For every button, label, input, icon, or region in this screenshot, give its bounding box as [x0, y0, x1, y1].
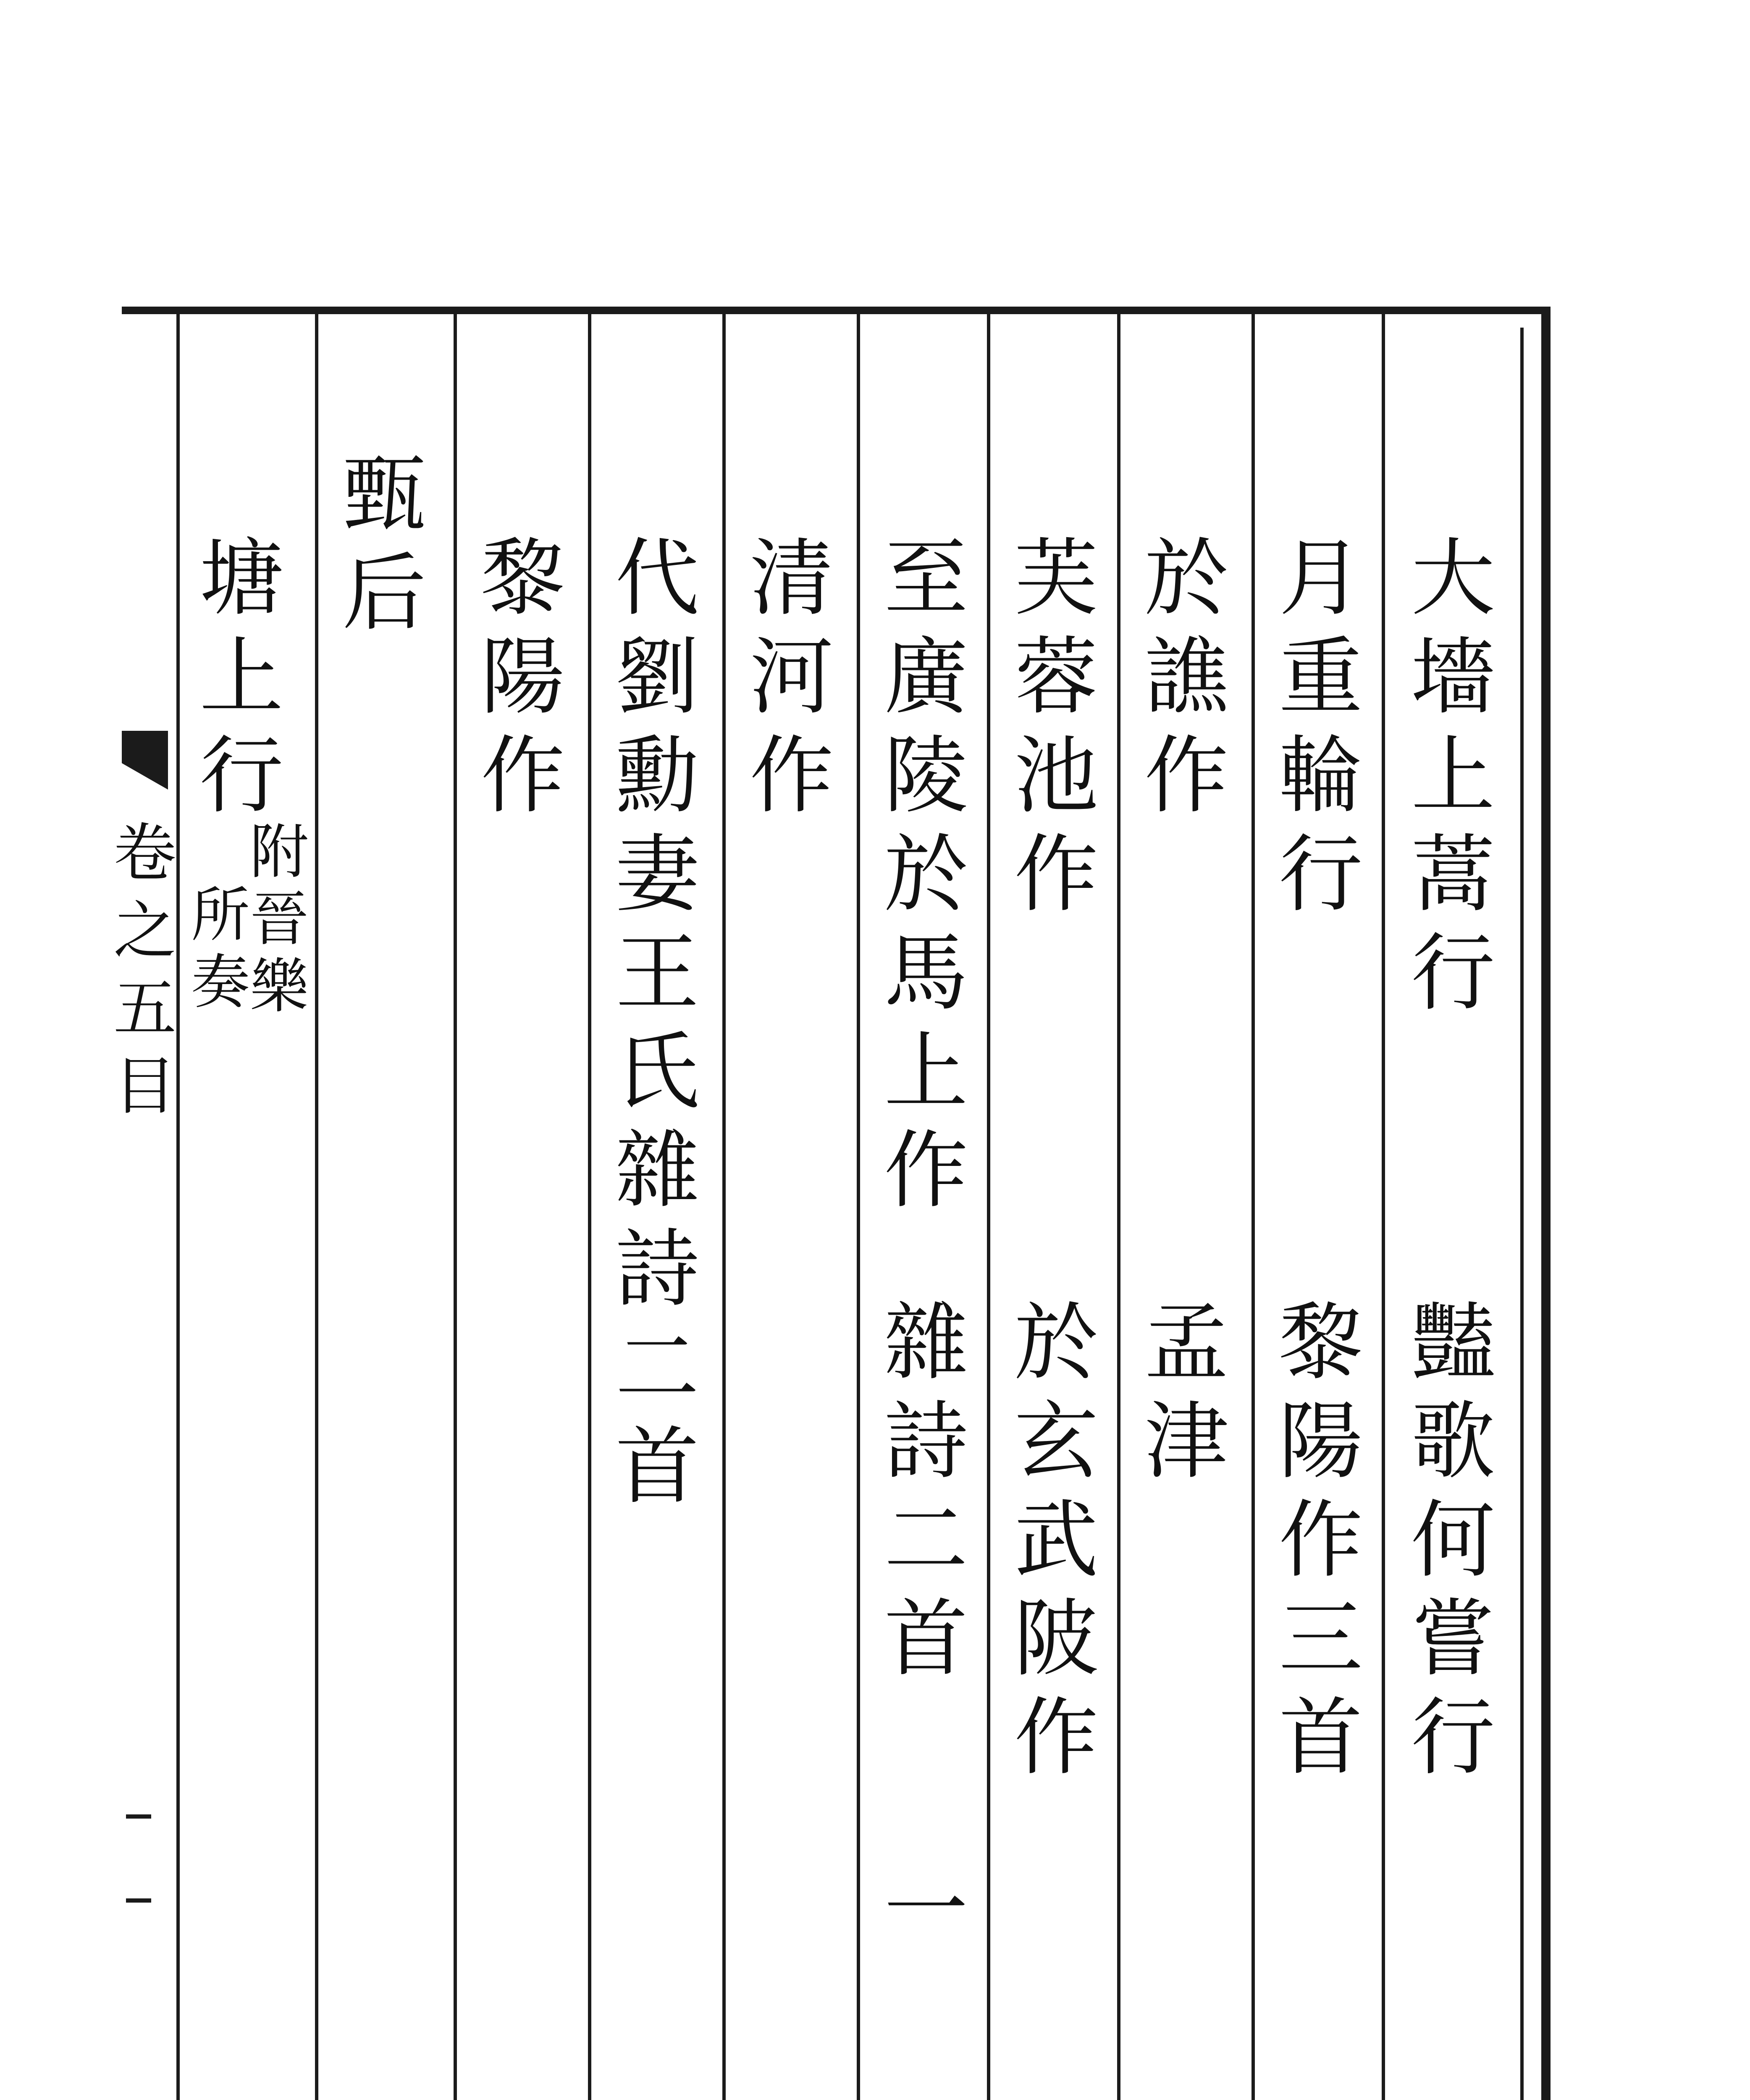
glyph: 作: [749, 727, 834, 825]
glyph: 作: [1014, 826, 1098, 924]
glyph: 所: [191, 881, 250, 950]
glyph: 首: [1278, 1689, 1363, 1787]
column-rule: [1117, 314, 1120, 2100]
column-4-second: [1008, 1294, 1105, 1787]
glyph: 武: [1014, 1491, 1098, 1589]
glyph: 作: [884, 1122, 968, 1220]
glyph: 王: [615, 924, 699, 1022]
glyph: 黎: [480, 530, 565, 627]
glyph: 黎: [1278, 1294, 1363, 1392]
glyph: 芙: [1014, 530, 1098, 627]
glyph: 嘗: [1411, 1590, 1495, 1688]
glyph: 於: [1014, 1294, 1098, 1392]
column-rule: [315, 314, 318, 2100]
glyph: 甄: [342, 446, 426, 543]
column-rule: [176, 314, 180, 2100]
glyph: 月: [1278, 530, 1363, 627]
column-4-title: [1008, 529, 1105, 924]
spine-tick: [126, 1814, 151, 1819]
glyph: 上: [199, 628, 283, 726]
column-10-note-right: [248, 819, 311, 1021]
glyph: 池: [1014, 727, 1098, 825]
glyph: 於: [884, 826, 968, 924]
column-7-title: [609, 529, 706, 1516]
glyph: 后: [342, 544, 426, 642]
column-rule: [1382, 314, 1385, 2100]
glyph: 作: [1278, 1491, 1363, 1589]
glyph: 津: [1144, 1393, 1228, 1491]
column-5-second: [878, 1294, 974, 1688]
glyph: 於: [1144, 530, 1228, 627]
column-3-title: [1138, 529, 1235, 825]
glyph: 重: [1278, 628, 1363, 726]
column-10-title: [193, 529, 290, 825]
column-3-second: [1138, 1294, 1235, 1491]
column-5-title: [878, 529, 974, 1220]
column-rule: [987, 314, 990, 2100]
glyph: 輪: [1278, 727, 1363, 825]
glyph: 附: [249, 818, 309, 887]
glyph: 卷: [113, 817, 177, 890]
glyph: 玄: [1014, 1393, 1098, 1491]
glyph: 河: [749, 628, 834, 726]
glyph: 墻: [1411, 628, 1495, 726]
glyph: 陽: [1278, 1393, 1363, 1491]
glyph: 之: [113, 895, 177, 968]
glyph: 詩: [884, 1393, 968, 1491]
column-1-title: [1405, 529, 1501, 1023]
glyph: 目: [113, 1050, 177, 1123]
glyph: 樂: [249, 953, 309, 1021]
glyph: 二: [615, 1319, 699, 1417]
glyph: 馬: [884, 924, 968, 1022]
glyph: 蓉: [1014, 628, 1098, 726]
spine-label: [113, 815, 176, 1126]
column-rule: [454, 314, 457, 2100]
glyph: 作: [1144, 727, 1228, 825]
column-6-title: [743, 529, 840, 825]
column-rule: [857, 314, 860, 2100]
glyph: 譙: [1144, 628, 1228, 726]
glyph: 廣: [884, 628, 968, 726]
column-rule: [1251, 314, 1255, 2100]
column-8-title: [475, 529, 571, 825]
glyph: 奏: [191, 948, 250, 1017]
glyph: 上: [884, 1023, 968, 1121]
glyph: 何: [1411, 1491, 1495, 1589]
column-1-second: [1405, 1294, 1501, 1787]
column-2-second: [1272, 1294, 1369, 1787]
column-rule: [588, 314, 591, 2100]
glyph: 清: [749, 530, 834, 627]
column-9-title: [336, 445, 433, 643]
glyph: 行: [1411, 924, 1495, 1022]
glyph: 陽: [480, 628, 565, 726]
column-2-title: [1272, 529, 1369, 924]
glyph: 歌: [1411, 1393, 1495, 1491]
glyph: 陂: [1014, 1590, 1098, 1688]
glyph: 豔: [1411, 1294, 1495, 1392]
glyph: 雜: [615, 1122, 699, 1220]
glyph: 孟: [1144, 1294, 1228, 1392]
glyph: 大: [1411, 530, 1495, 627]
column-rule: [722, 314, 726, 2100]
glyph: 行: [199, 727, 283, 825]
glyph: 五: [113, 972, 177, 1045]
glyph: 至: [884, 530, 968, 627]
glyph: 氏: [615, 1023, 699, 1121]
glyph: 作: [1014, 1689, 1098, 1787]
glyph: 詩: [615, 1221, 699, 1318]
glyph: 陵: [884, 727, 968, 825]
glyph: 蒿: [1411, 826, 1495, 924]
glyph: 塘: [199, 530, 283, 627]
glyph: 行: [1411, 1689, 1495, 1787]
column-10-note-left: [189, 882, 252, 1016]
glyph: 代: [615, 530, 699, 627]
glyph: 劉: [615, 628, 699, 726]
glyph: 雜: [884, 1294, 968, 1392]
glyph: 行: [1278, 826, 1363, 924]
column-5-tail: [878, 1861, 974, 1959]
spine-tick: [126, 1898, 151, 1903]
glyph: 勳: [615, 727, 699, 825]
glyph: 三: [1278, 1590, 1363, 1688]
glyph: 作: [480, 727, 565, 825]
spine-strip: [107, 328, 177, 2100]
frame-inner-rule: [1520, 328, 1524, 2100]
glyph: 上: [1411, 727, 1495, 825]
glyph: 二: [884, 1491, 968, 1589]
glyph: 一: [884, 1861, 968, 1959]
glyph: 首: [615, 1418, 699, 1516]
glyph: 首: [884, 1590, 968, 1688]
glyph: 晉: [249, 885, 309, 954]
glyph: 妻: [615, 826, 699, 924]
